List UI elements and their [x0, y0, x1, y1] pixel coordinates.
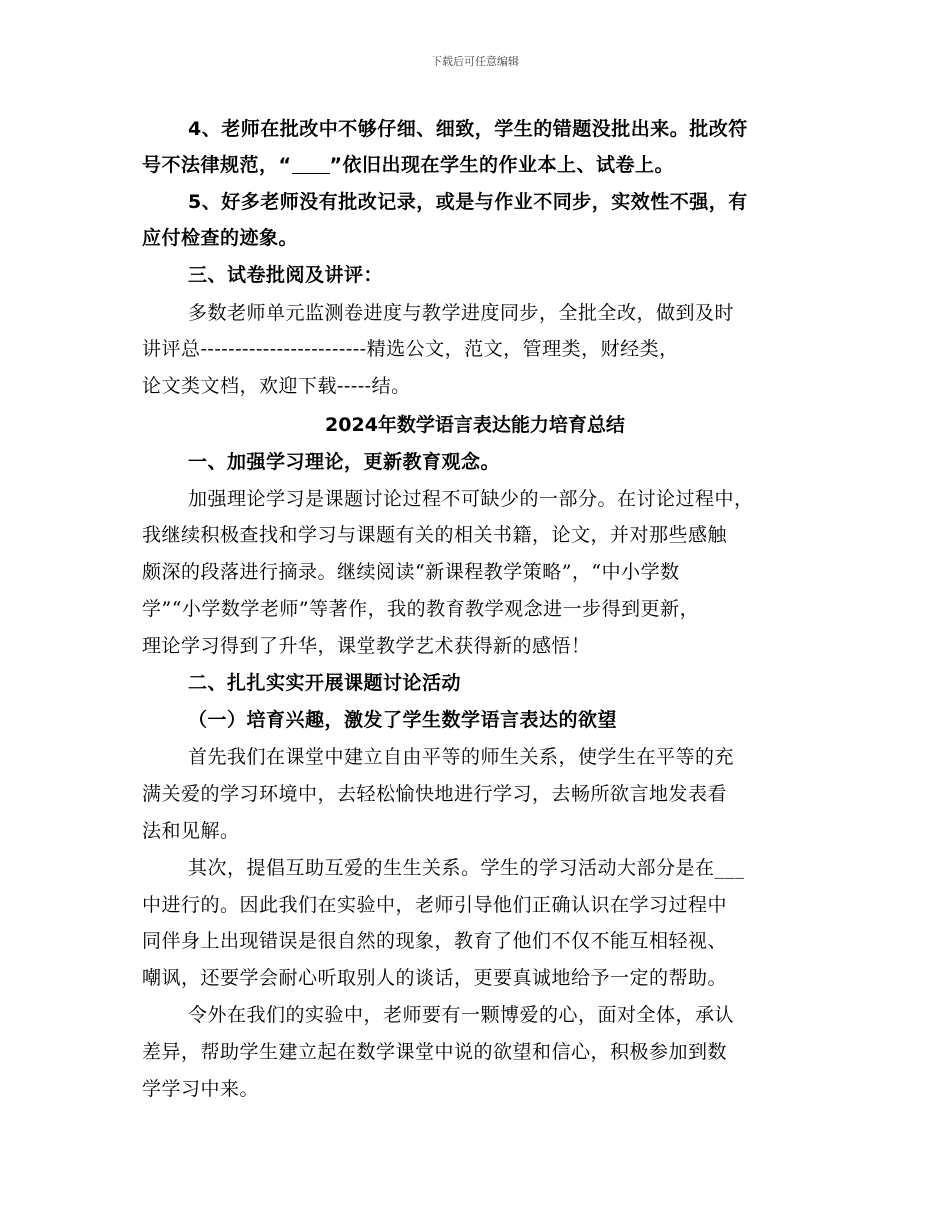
- page-header: 下载后可任意编辑: [431, 55, 519, 68]
- paragraph-line: 加强理论学习是课题讨论过程不可缺少的一部分。在讨论过程中，: [188, 488, 754, 510]
- paragraph-line: 学学习中来。: [142, 1078, 260, 1100]
- paragraph-line: 学”“小学数学老师”等著作，我的教育教学观念进一步得到更新，: [142, 598, 700, 620]
- section-heading: 三、试卷批阅及讲评：: [188, 264, 384, 286]
- paragraph-line: 差异，帮助学生建立起在数学课堂中说的欲望和信心，积极参加到数: [142, 1041, 728, 1063]
- section-heading: 一、加强学习理论，更新教育观念。: [188, 451, 501, 473]
- paragraph-line: 满关爱的学习环境中，去轻松愉快地进行学习，去畅所欲言地发表看: [142, 783, 728, 805]
- paragraph-line: 讲评总------------------------精选公文，范文，管理类，财经类，: [142, 338, 679, 360]
- paragraph-line: 首先我们在课堂中建立自由平等的师生关系，使学生在平等的充: [188, 746, 735, 768]
- paragraph-line: 应付检查的迹象。: [142, 227, 299, 249]
- paragraph-line: 同伴身上出现错误是很自然的现象，教育了他们不仅不能互相轻视、: [142, 930, 728, 952]
- document-title: 2024年数学语言表达能力培育总结: [325, 414, 625, 436]
- paragraph-line: 中进行的。因此我们在实验中，老师引导他们正确认识在学习过程中: [142, 894, 728, 916]
- subsection-heading: （一）培育兴趣，激发了学生数学语言表达的欲望: [188, 709, 618, 731]
- paragraph-line: 令外在我们的实验中，老师要有一颗博爱的心，面对全体，承认: [188, 1004, 735, 1026]
- paragraph-line: 嘲讽，还要学会耐心听取别人的谈话，更要真诚地给予一定的帮助。: [142, 967, 728, 989]
- blank-underline: [292, 155, 330, 174]
- paragraph-line: 法和见解。: [142, 820, 240, 842]
- paragraph-line: 多数老师单元监测卷进度与教学进度同步，全批全改，做到及时: [188, 302, 735, 324]
- section-heading: 二、扎扎实实开展课题讨论活动: [188, 672, 462, 694]
- paragraph-line: 理论学习得到了升华，课堂教学艺术获得新的感悟！: [142, 635, 591, 657]
- paragraph-line: 论文类文档，欢迎下载-----结。: [142, 375, 411, 397]
- paragraph-line: 号不法律规范，“ ”依旧出现在学生的作业本上、试卷上。: [142, 154, 674, 176]
- paragraph-line: 我继续积极查找和学习与课题有关的相关书籍，论文，并对那些感触: [142, 524, 728, 546]
- paragraph-line: 4、老师在批改中不够仔细、细致，学生的错题没批出来。批改符: [188, 118, 748, 140]
- paragraph-line: 其次，提倡互助互爱的生生关系。学生的学习活动大部分是在___: [188, 857, 745, 879]
- paragraph-line: 颇深的段落进行摘录。继续阅读“新课程教学策略”，“中小学数: [142, 561, 680, 583]
- paragraph-line: 5、好多老师没有批改记录，或是与作业不同步，实效性不强，有: [188, 191, 748, 213]
